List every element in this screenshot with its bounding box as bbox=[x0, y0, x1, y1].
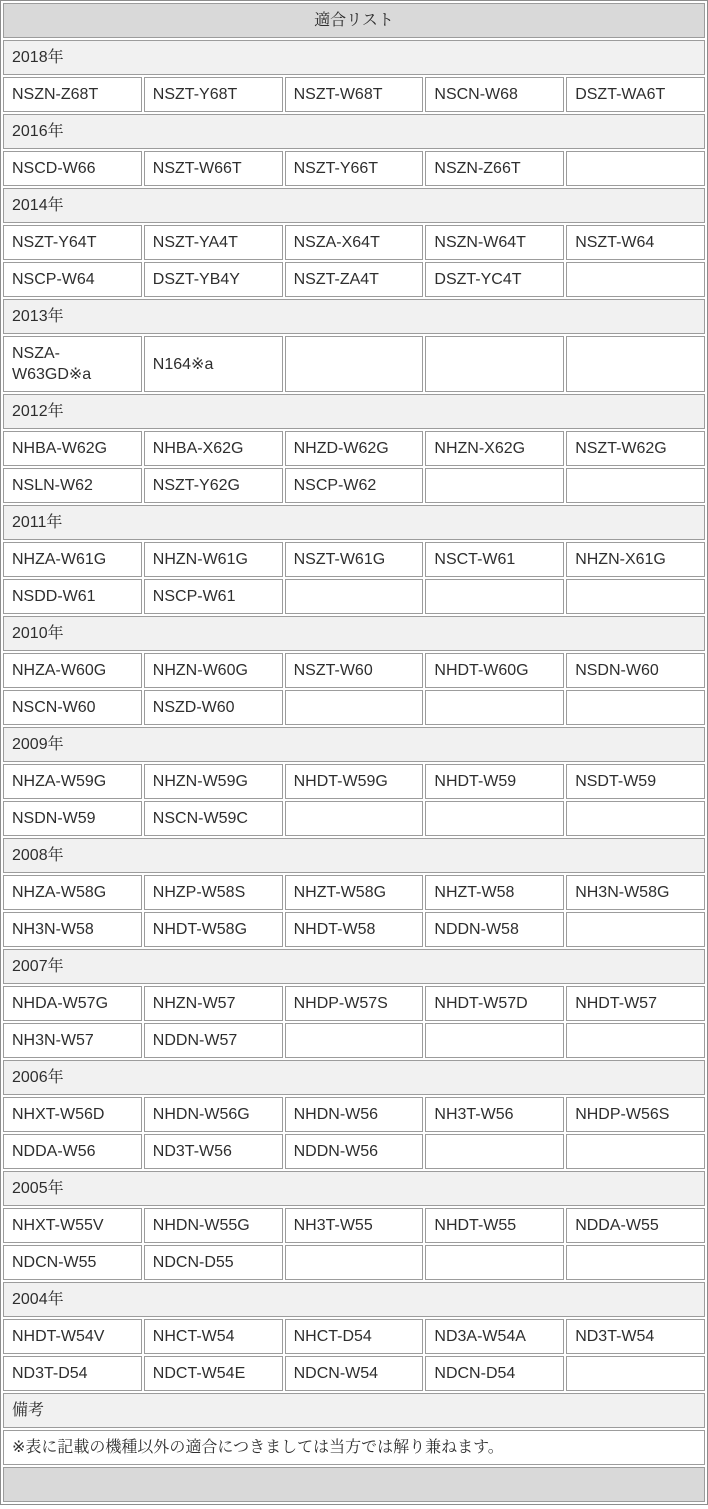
model-cell: NHZT-W58 bbox=[425, 875, 564, 910]
empty-model-cell bbox=[425, 801, 564, 836]
empty-model-cell bbox=[425, 690, 564, 725]
year-label: 2010年 bbox=[3, 616, 705, 651]
empty-model-cell bbox=[285, 1245, 424, 1280]
model-cell: ND3T-D54 bbox=[3, 1356, 142, 1391]
model-cell: NSLN-W62 bbox=[3, 468, 142, 503]
model-cell: NHCT-W54 bbox=[144, 1319, 283, 1354]
model-cell: NHDT-W60G bbox=[425, 653, 564, 688]
empty-model-cell bbox=[566, 912, 705, 947]
model-cell: NHDT-W54V bbox=[3, 1319, 142, 1354]
year-label: 2013年 bbox=[3, 299, 705, 334]
model-cell: NHDN-W56G bbox=[144, 1097, 283, 1132]
model-cell: NHDT-W55 bbox=[425, 1208, 564, 1243]
empty-model-cell bbox=[566, 690, 705, 725]
year-label: 2016年 bbox=[3, 114, 705, 149]
empty-model-cell bbox=[566, 579, 705, 614]
model-row bbox=[3, 468, 705, 503]
empty-model-cell bbox=[566, 336, 705, 392]
year-label: 2007年 bbox=[3, 949, 705, 984]
model-row bbox=[3, 1097, 705, 1132]
model-cell: NSDN-W59 bbox=[3, 801, 142, 836]
empty-model-cell bbox=[425, 468, 564, 503]
model-cell: NHDP-W57S bbox=[285, 986, 424, 1021]
model-row bbox=[3, 1134, 705, 1169]
empty-model-cell bbox=[425, 1245, 564, 1280]
model-cell: NHZN-W57 bbox=[144, 986, 283, 1021]
model-cell: NDCN-W54 bbox=[285, 1356, 424, 1391]
year-row bbox=[3, 114, 705, 149]
model-cell: NSZD-W60 bbox=[144, 690, 283, 725]
empty-model-cell bbox=[566, 801, 705, 836]
model-cell: NHZD-W62G bbox=[285, 431, 424, 466]
model-row bbox=[3, 77, 705, 112]
empty-footer-cell bbox=[3, 1467, 705, 1502]
model-cell: NHZN-W61G bbox=[144, 542, 283, 577]
model-row bbox=[3, 579, 705, 614]
table-header-body bbox=[3, 3, 705, 38]
model-row bbox=[3, 912, 705, 947]
model-cell: NHBA-X62G bbox=[144, 431, 283, 466]
model-cell: NDDA-W55 bbox=[566, 1208, 705, 1243]
model-cell: NHZP-W58S bbox=[144, 875, 283, 910]
year-label: 2012年 bbox=[3, 394, 705, 429]
model-cell: NHZA-W59G bbox=[3, 764, 142, 799]
empty-model-cell bbox=[285, 1023, 424, 1058]
model-cell: NDCN-D55 bbox=[144, 1245, 283, 1280]
model-cell: DSZT-WA6T bbox=[566, 77, 705, 112]
empty-model-cell bbox=[566, 1245, 705, 1280]
model-cell: NHZN-W59G bbox=[144, 764, 283, 799]
model-cell: NH3N-W58G bbox=[566, 875, 705, 910]
empty-model-cell bbox=[285, 690, 424, 725]
model-row bbox=[3, 1208, 705, 1243]
model-cell: NH3T-W56 bbox=[425, 1097, 564, 1132]
empty-model-cell bbox=[285, 336, 424, 392]
model-cell: NHXT-W56D bbox=[3, 1097, 142, 1132]
year-row bbox=[3, 299, 705, 334]
table-footer-body bbox=[3, 1393, 705, 1502]
model-cell: NSDD-W61 bbox=[3, 579, 142, 614]
year-label: 2008年 bbox=[3, 838, 705, 873]
model-cell: NHDT-W57D bbox=[425, 986, 564, 1021]
model-cell: NDDN-W57 bbox=[144, 1023, 283, 1058]
model-cell: NSZN-Z68T bbox=[3, 77, 142, 112]
empty-model-cell bbox=[566, 1356, 705, 1391]
model-cell: NHZN-X61G bbox=[566, 542, 705, 577]
empty-model-cell bbox=[566, 262, 705, 297]
empty-model-cell bbox=[425, 1023, 564, 1058]
model-row bbox=[3, 151, 705, 186]
model-cell: NHDA-W57G bbox=[3, 986, 142, 1021]
year-row bbox=[3, 1282, 705, 1317]
year-label: 2006年 bbox=[3, 1060, 705, 1095]
model-cell: NSCT-W61 bbox=[425, 542, 564, 577]
model-row bbox=[3, 801, 705, 836]
model-cell: ND3T-W56 bbox=[144, 1134, 283, 1169]
model-row bbox=[3, 690, 705, 725]
model-cell: NSCN-W59C bbox=[144, 801, 283, 836]
remarks-label: 備考 bbox=[3, 1393, 705, 1428]
remarks-header-row bbox=[3, 1393, 705, 1428]
model-cell: NSDT-W59 bbox=[566, 764, 705, 799]
year-row bbox=[3, 616, 705, 651]
model-cell: NSZA-X64T bbox=[285, 225, 424, 260]
empty-model-cell bbox=[425, 579, 564, 614]
year-row bbox=[3, 1060, 705, 1095]
model-cell: NSZT-YA4T bbox=[144, 225, 283, 260]
model-cell: ND3T-W54 bbox=[566, 1319, 705, 1354]
model-cell: NSZT-W66T bbox=[144, 151, 283, 186]
model-cell: NHDT-W59G bbox=[285, 764, 424, 799]
model-cell: NDDA-W56 bbox=[3, 1134, 142, 1169]
table-sections-body bbox=[3, 40, 705, 1391]
model-cell: NSZT-W60 bbox=[285, 653, 424, 688]
model-row bbox=[3, 431, 705, 466]
model-cell: NHXT-W55V bbox=[3, 1208, 142, 1243]
model-cell: NHDT-W58G bbox=[144, 912, 283, 947]
model-cell: NSDN-W60 bbox=[566, 653, 705, 688]
model-row bbox=[3, 764, 705, 799]
table-title: 適合リスト bbox=[3, 3, 705, 38]
model-cell: NH3N-W57 bbox=[3, 1023, 142, 1058]
model-cell: NHDP-W56S bbox=[566, 1097, 705, 1132]
model-cell: NSCN-W68 bbox=[425, 77, 564, 112]
year-row bbox=[3, 505, 705, 540]
model-cell: DSZT-YB4Y bbox=[144, 262, 283, 297]
model-cell: NDDN-W58 bbox=[425, 912, 564, 947]
empty-model-cell bbox=[425, 1134, 564, 1169]
year-label: 2014年 bbox=[3, 188, 705, 223]
model-row bbox=[3, 875, 705, 910]
empty-model-cell bbox=[566, 151, 705, 186]
model-cell: NSZT-Y68T bbox=[144, 77, 283, 112]
year-label: 2005年 bbox=[3, 1171, 705, 1206]
year-label: 2018年 bbox=[3, 40, 705, 75]
model-row bbox=[3, 1245, 705, 1280]
model-row bbox=[3, 1319, 705, 1354]
model-cell: NHCT-D54 bbox=[285, 1319, 424, 1354]
model-cell: NSZA-W63GD※a bbox=[3, 336, 142, 392]
model-row bbox=[3, 653, 705, 688]
model-cell: NSZT-W64 bbox=[566, 225, 705, 260]
year-row bbox=[3, 188, 705, 223]
model-cell: N164※a bbox=[144, 336, 283, 392]
model-cell: NSZT-W68T bbox=[285, 77, 424, 112]
model-cell: NH3T-W55 bbox=[285, 1208, 424, 1243]
model-cell: NHZN-X62G bbox=[425, 431, 564, 466]
table-title-row bbox=[3, 3, 705, 38]
model-cell: NHZA-W61G bbox=[3, 542, 142, 577]
model-cell: NSZT-Y62G bbox=[144, 468, 283, 503]
model-cell: NH3N-W58 bbox=[3, 912, 142, 947]
year-row bbox=[3, 40, 705, 75]
year-label: 2011年 bbox=[3, 505, 705, 540]
empty-model-cell bbox=[285, 579, 424, 614]
model-row bbox=[3, 986, 705, 1021]
year-label: 2004年 bbox=[3, 1282, 705, 1317]
year-row bbox=[3, 1171, 705, 1206]
model-cell: NSZN-Z66T bbox=[425, 151, 564, 186]
model-cell: NHZA-W60G bbox=[3, 653, 142, 688]
model-row bbox=[3, 262, 705, 297]
remarks-note-row bbox=[3, 1430, 705, 1465]
model-cell: NSZT-W62G bbox=[566, 431, 705, 466]
model-cell: NSCN-W60 bbox=[3, 690, 142, 725]
model-row bbox=[3, 225, 705, 260]
model-cell: NHZT-W58G bbox=[285, 875, 424, 910]
model-cell: NSZN-W64T bbox=[425, 225, 564, 260]
model-cell: NHBA-W62G bbox=[3, 431, 142, 466]
model-cell: NDDN-W56 bbox=[285, 1134, 424, 1169]
model-row bbox=[3, 542, 705, 577]
empty-model-cell bbox=[566, 1134, 705, 1169]
model-cell: NDCN-D54 bbox=[425, 1356, 564, 1391]
empty-model-cell bbox=[566, 1023, 705, 1058]
model-cell: ND3A-W54A bbox=[425, 1319, 564, 1354]
empty-model-cell bbox=[425, 336, 564, 392]
model-cell: NHDT-W59 bbox=[425, 764, 564, 799]
empty-footer-row bbox=[3, 1467, 705, 1502]
model-cell: DSZT-YC4T bbox=[425, 262, 564, 297]
model-cell: NSZT-Y66T bbox=[285, 151, 424, 186]
model-cell: NHDT-W57 bbox=[566, 986, 705, 1021]
model-cell: NHDN-W56 bbox=[285, 1097, 424, 1132]
empty-model-cell bbox=[566, 468, 705, 503]
year-label: 2009年 bbox=[3, 727, 705, 762]
model-cell: NHDN-W55G bbox=[144, 1208, 283, 1243]
model-cell: NHDT-W58 bbox=[285, 912, 424, 947]
model-cell: NSZT-ZA4T bbox=[285, 262, 424, 297]
empty-model-cell bbox=[285, 801, 424, 836]
model-cell: NSCD-W66 bbox=[3, 151, 142, 186]
model-row bbox=[3, 1023, 705, 1058]
model-cell: NSCP-W61 bbox=[144, 579, 283, 614]
model-cell: NSCP-W62 bbox=[285, 468, 424, 503]
model-cell: NHZA-W58G bbox=[3, 875, 142, 910]
model-cell: NSCP-W64 bbox=[3, 262, 142, 297]
model-cell: NHZN-W60G bbox=[144, 653, 283, 688]
model-cell: NSZT-Y64T bbox=[3, 225, 142, 260]
model-row bbox=[3, 336, 705, 392]
model-row bbox=[3, 1356, 705, 1391]
remarks-note: ※表に記載の機種以外の適合につきましては当方では解り兼ねます。 bbox=[3, 1430, 705, 1465]
year-row bbox=[3, 727, 705, 762]
model-cell: NDCT-W54E bbox=[144, 1356, 283, 1391]
model-cell: NDCN-W55 bbox=[3, 1245, 142, 1280]
year-row bbox=[3, 394, 705, 429]
year-row bbox=[3, 838, 705, 873]
year-row bbox=[3, 949, 705, 984]
model-cell: NSZT-W61G bbox=[285, 542, 424, 577]
